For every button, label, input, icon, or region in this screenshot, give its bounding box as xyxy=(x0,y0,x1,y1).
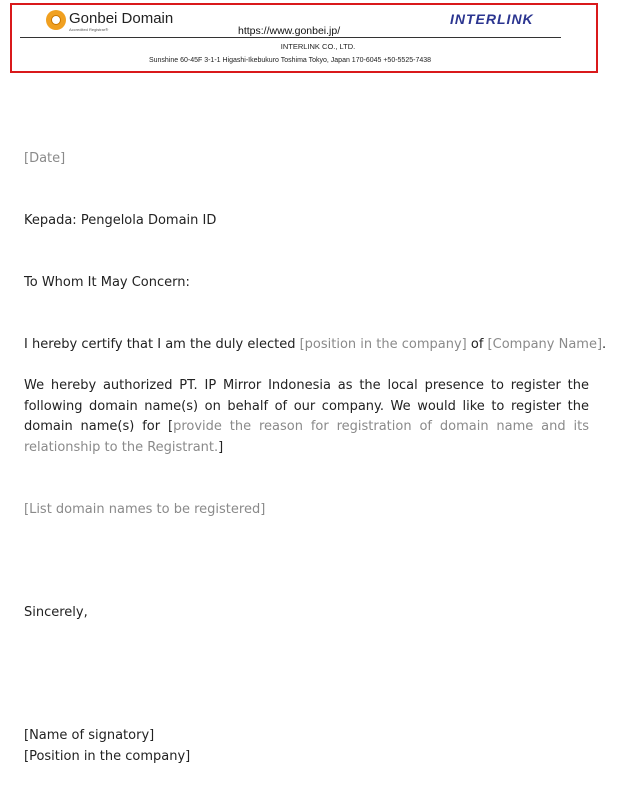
position-placeholder: [position in the company] xyxy=(299,337,467,352)
domain-bracket-close: ] xyxy=(260,502,266,517)
domain-bracket-open: [ xyxy=(24,502,30,517)
date-placeholder: [Date] xyxy=(24,151,66,166)
reason-placeholder: provide the reason for registration of domain name and its relationship to the Registrant. xyxy=(24,419,589,456)
logo-name: Gonbei Domain xyxy=(69,10,174,27)
certify-text-2: of xyxy=(466,337,488,352)
certify-text-1: I hereby certify that I am the duly elected xyxy=(24,337,300,352)
gonbei-logo-icon xyxy=(46,10,66,30)
header-rule xyxy=(20,37,561,38)
logo-tagline: Accredited Registrar® xyxy=(69,27,109,32)
company-address: Sunshine 60-45F 3-1-1 Higashi-Ikebukuro Toshima Tokyo, Japan 170-6045 +50-5525-7438 xyxy=(148,57,432,64)
certify-text-3: . xyxy=(602,337,607,352)
company-name: INTERLINK CO., LTD. xyxy=(280,42,356,51)
recipient-line: Kepada: Pengelola Domain ID xyxy=(24,213,217,228)
certify-sentence xyxy=(24,337,606,352)
domain-list-line xyxy=(24,502,265,517)
signatory-position: [Position in the company] xyxy=(24,749,191,764)
reason-bracket-open: [ xyxy=(167,419,174,435)
website-url[interactable]: https://www.gonbei.jp/ xyxy=(238,25,341,37)
company-name-placeholder: [Company Name] xyxy=(487,337,603,352)
salutation: To Whom It May Concern: xyxy=(24,275,190,290)
reason-bracket-close: ] xyxy=(218,440,224,456)
closing: Sincerely, xyxy=(24,605,88,620)
signatory-name: [Name of signatory] xyxy=(24,728,155,743)
interlink-logo: INTERLINK xyxy=(450,11,534,27)
authorization-text: We hereby authorized PT. IP Mirror Indonesia as the local presence to register the following domain name(s) on behalf of our company. We would like to register the domain name(s) for xyxy=(24,378,589,435)
domain-list-placeholder: List domain names to be registered xyxy=(29,502,261,517)
authorization-paragraph xyxy=(24,376,589,459)
